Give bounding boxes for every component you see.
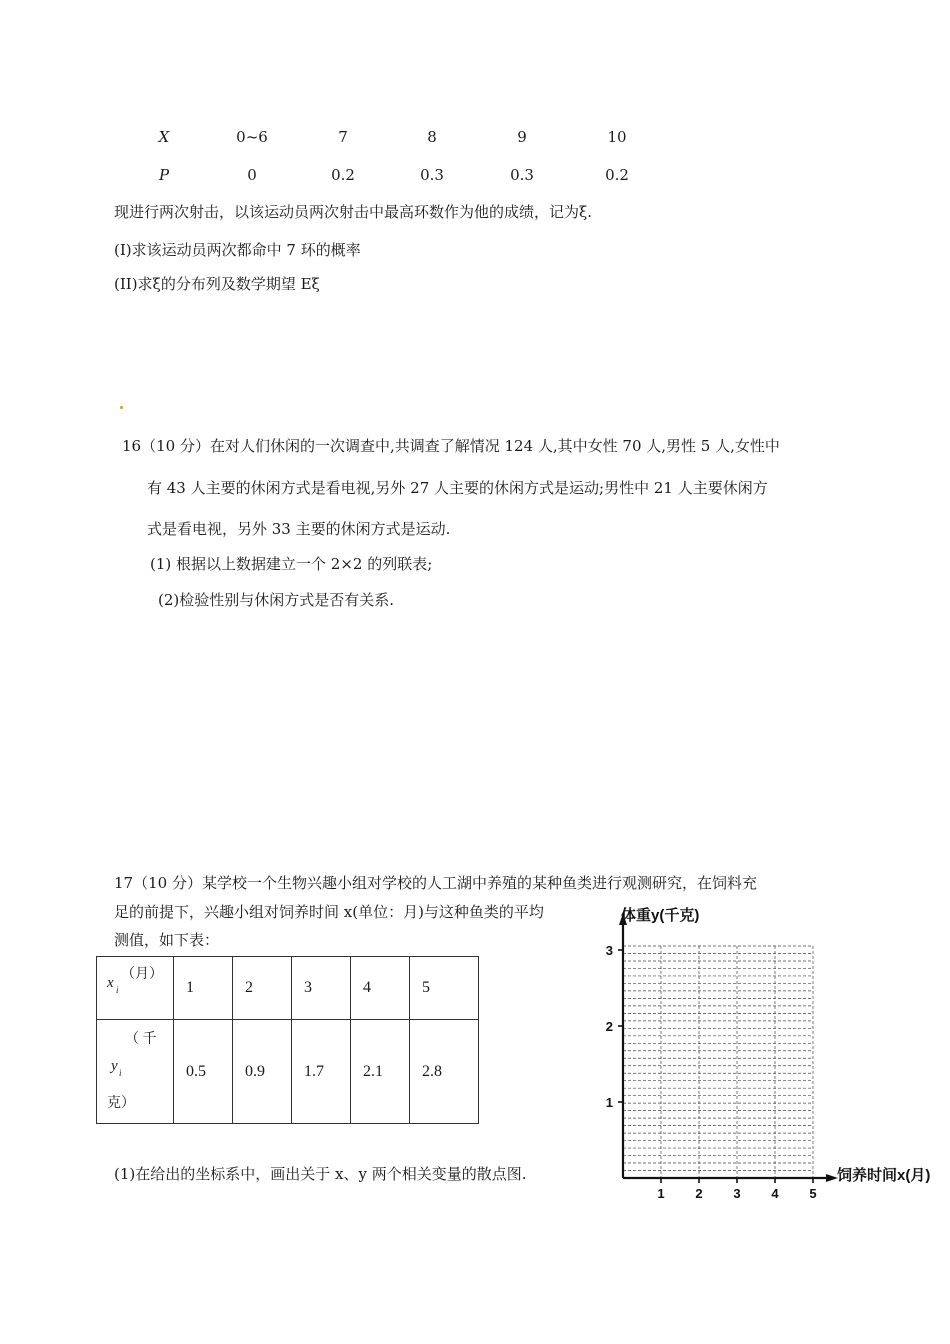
x-axis-label: 饲养时间x(月) bbox=[837, 1167, 931, 1184]
x-tick-label: 3 bbox=[733, 1186, 741, 1201]
x-sub: i bbox=[116, 985, 119, 995]
fish-data-table bbox=[96, 956, 479, 1124]
y-paren: （ 千 bbox=[125, 1032, 157, 1047]
q17-line3: 测值，如下表： bbox=[114, 931, 220, 949]
dist-p-label: P bbox=[158, 166, 170, 184]
dist-p-value: 0.2 bbox=[331, 166, 355, 184]
q17-part1: (1)在给出的坐标系中，画出关于 x、y 两个相关变量的散点图. bbox=[114, 1165, 527, 1183]
q16-part1: (1) 根据以上数据建立一个 2×2 的列联表; bbox=[150, 555, 433, 573]
y-cell: 0.5 bbox=[174, 1020, 233, 1124]
y-var: y bbox=[111, 1058, 118, 1074]
x-cell: 5 bbox=[410, 957, 479, 1020]
dist-p-value: 0.3 bbox=[510, 166, 534, 184]
q17-line2: 足的前提下，兴趣小组对饲养时间 x(单位：月)与这种鱼类的平均 bbox=[114, 903, 544, 921]
y-cell: 1.7 bbox=[292, 1020, 351, 1124]
y-tick-label: 2 bbox=[605, 1019, 613, 1034]
q17-line1: 17（10 分）某学校一个生物兴趣小组对学校的人工湖中养殖的某种鱼类进行观测研究，在饲料充 bbox=[114, 874, 757, 892]
x-cell: 4 bbox=[351, 957, 410, 1020]
x-cell: 1 bbox=[174, 957, 233, 1020]
y-cell: 2.8 bbox=[410, 1020, 479, 1124]
y-header-cell bbox=[97, 1020, 174, 1124]
q15-part1: (I)求该运动员两次都命中 7 环的概率 bbox=[114, 241, 361, 259]
q15-intro: 现进行两次射击，以该运动员两次射击中最高环数作为他的成绩，记为ξ. bbox=[114, 203, 593, 221]
x-unit: （月） bbox=[121, 967, 163, 982]
x-tick-label: 1 bbox=[657, 1186, 665, 1201]
dist-x-value: 10 bbox=[607, 128, 627, 146]
dist-x-value: 8 bbox=[427, 128, 437, 146]
y-cell: 0.9 bbox=[233, 1020, 292, 1124]
x-cell: 3 bbox=[292, 957, 351, 1020]
dist-x-value: 9 bbox=[517, 128, 527, 146]
q15-part2: (II)求ξ的分布列及数学期望 Eξ bbox=[114, 275, 320, 293]
y-unit: 克） bbox=[107, 1096, 135, 1111]
y-sub: i bbox=[119, 1068, 122, 1078]
q16-line3: 式是看电视，另外 33 主要的休闲方式是运动. bbox=[147, 520, 451, 538]
dist-x-label: X bbox=[158, 128, 170, 146]
q16-line2: 有 43 人主要的休闲方式是看电视,另外 27 人主要的休闲方式是运动;男性中 21 人主要休闲方 bbox=[147, 479, 768, 497]
y-tick-label: 1 bbox=[605, 1095, 613, 1110]
stray-mark bbox=[120, 406, 123, 409]
dist-p-value: 0.2 bbox=[605, 166, 629, 184]
q16-part2: (2)检验性别与休闲方式是否有关系. bbox=[158, 591, 395, 609]
x-var: x bbox=[107, 975, 114, 991]
x-cell: 2 bbox=[233, 957, 292, 1020]
y-tick-label: 3 bbox=[605, 943, 613, 958]
x-header-cell bbox=[97, 957, 174, 1020]
x-tick-label: 2 bbox=[695, 1186, 703, 1201]
dist-p-value: 0 bbox=[247, 166, 257, 184]
y-axis-label: 体重y(千克) bbox=[621, 907, 700, 924]
y-cell: 2.1 bbox=[351, 1020, 410, 1124]
dist-x-value: 7 bbox=[338, 128, 348, 146]
q16-line1: 16（10 分）在对人们休闲的一次调查中,共调查了解情况 124 人,其中女性 70 人,男性 5 人,女性中 bbox=[122, 437, 780, 455]
x-tick-label: 4 bbox=[771, 1186, 779, 1201]
dist-p-value: 0.3 bbox=[420, 166, 444, 184]
dist-x-value: 0~6 bbox=[236, 128, 268, 146]
x-tick-label: 5 bbox=[809, 1186, 817, 1201]
scatter-coordinate-system bbox=[590, 895, 945, 1215]
